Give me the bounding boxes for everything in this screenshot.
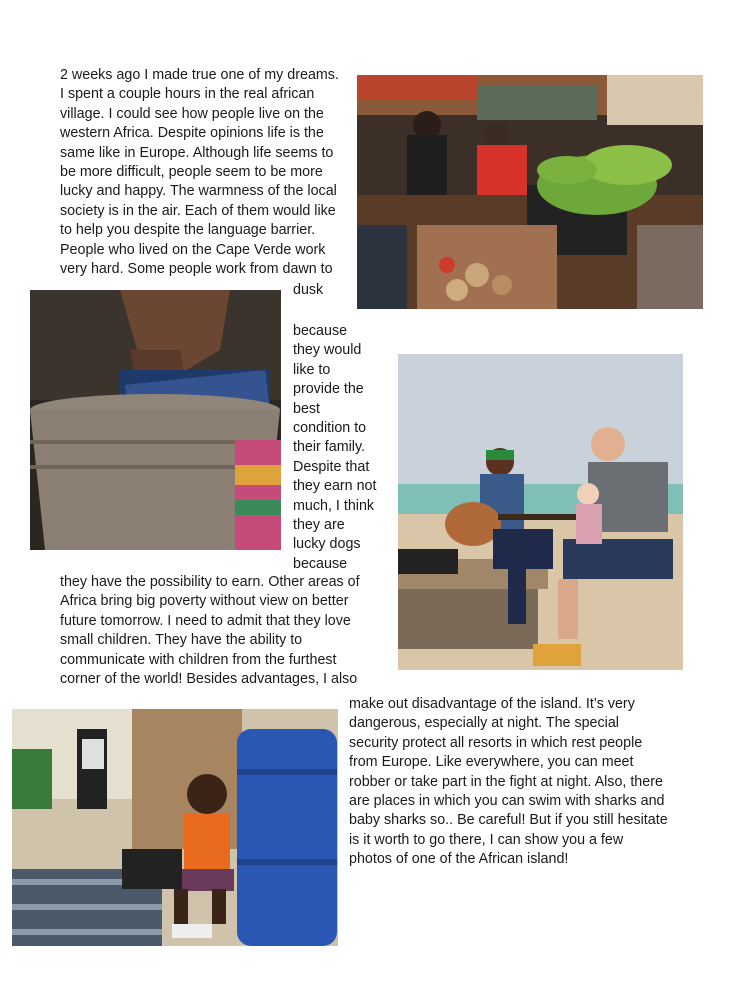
paragraph-intro	[60, 66, 339, 279]
text-line: provide the	[293, 381, 364, 398]
text-line: they have the possibility to earn. Other areas of	[60, 574, 360, 590]
text-line: I spent a couple hours in the real african	[60, 86, 315, 103]
text-line: village. I could see how people live on the	[60, 105, 324, 122]
text-line: much, I think	[293, 497, 375, 514]
text-line: 2 weeks ago I made true one of my dreams.	[60, 67, 339, 83]
text-line: condition to	[293, 419, 367, 436]
text-line: because	[293, 555, 348, 572]
text-line: Despite that	[293, 458, 370, 475]
text-line: dangerous, especially at night. The special	[349, 715, 619, 732]
text-line: is it worth to go there, I can show you a few	[349, 831, 624, 848]
washing-photo	[30, 290, 281, 550]
text-line: People who lived on the Cape Verde work	[60, 241, 326, 258]
text-line: small children. They have the ability to	[60, 632, 303, 649]
text-line: corner of the world! Besides advantages, I also	[60, 670, 358, 687]
text-line: make out disadvantage of the island. It’s very	[349, 696, 635, 712]
text-line: society is in the air. Each of them would like	[60, 202, 336, 219]
paragraph-children	[60, 573, 360, 689]
market-photo	[357, 75, 703, 309]
child-barrel-photo	[12, 709, 338, 946]
text-line: same like in Europe. Although life seems to	[60, 144, 334, 161]
text-line: from Europe. Like everywhere, you can meet	[349, 754, 634, 771]
text-line: communicate with children from the furthest	[60, 651, 337, 668]
text-line: lucky dogs	[293, 536, 361, 553]
text-line: be more difficult, people seem to be more	[60, 163, 323, 180]
text-line: are places in which you can swim with sharks and	[349, 792, 665, 809]
text-line: because	[293, 323, 348, 339]
paragraph-disadvantages	[349, 695, 668, 870]
text-line: best	[293, 400, 321, 417]
paragraph-intro-tail	[293, 281, 323, 300]
text-line: security protect all resorts in which rest people	[349, 734, 643, 751]
text-line: like to	[293, 361, 331, 378]
text-line: baby sharks so.. Be careful! But if you still hesitate	[349, 812, 668, 829]
text-line: robber or take part in the fight at night. Also, there	[349, 773, 663, 790]
text-line: their family.	[293, 439, 366, 456]
text-line: future tomorrow. I need to admit that they love	[60, 612, 351, 629]
text-line: photos of one of the African island!	[349, 851, 569, 868]
text-line: dusk	[293, 282, 324, 298]
text-line: Africa bring big poverty without view on better	[60, 593, 349, 610]
text-line: very hard. Some people work from dawn to	[60, 260, 333, 277]
text-line: to help you despite the language barrier.	[60, 222, 316, 239]
text-line: they earn not	[293, 478, 377, 495]
guitar-beach-photo	[398, 354, 683, 670]
text-line: they would	[293, 342, 362, 359]
text-line: they are	[293, 516, 345, 533]
text-line: western Africa. Despite opinions life is the	[60, 125, 324, 142]
paragraph-narrow-column	[293, 322, 376, 574]
text-line: lucky and happy. The warmness of the local	[60, 183, 337, 200]
